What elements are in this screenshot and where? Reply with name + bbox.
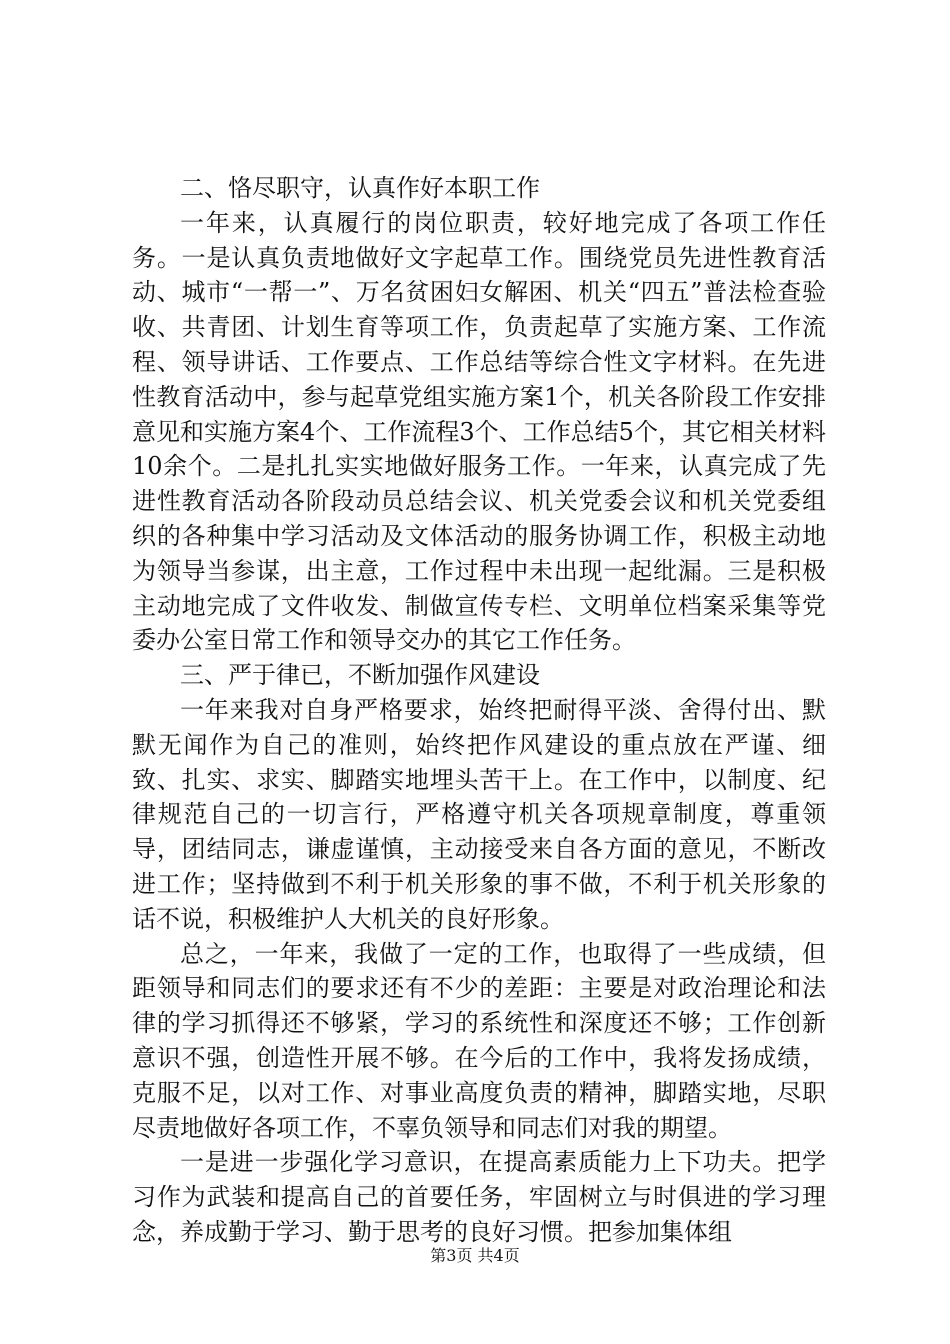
page-number-footer: 第3页 共4页 [430,1246,520,1265]
section-heading-2: 二、恪尽职守，认真作好本职工作 [180,174,540,202]
paragraph: 总之，一年来，我做了一定的工作，也取得了一些成绩，但距领导和同志们的要求还有不少的差距：主要是对政治理论和法律的学习抓得还不够紧，学习的系统性和深度还不够；工作创新意识不强，创造性开展不够。在今后的工作中，我将发扬成绩，克服不足，以对工作、对事业高度负责的精神，脚踏实地，尽职尽责地做好各项工作，不辜负领导和同志们对我的期望。 [132,939,826,1142]
section-heading-3: 三、严于律已，不断加强作风建设 [180,661,540,690]
paragraph: 一年来，认真履行的岗位职责，较好地完成了各项工作任务。一是认真负责地做好文字起草工作。围绕党员先进性教育活动、城市“一帮一”、万名贫困妇女解困、机关“四五”普法检查验收、共青团、计划生育等项工作，负责起草了实施方案、工作流程、领导讲话、工作要点、工作总结等综合性文字材料。在先进性教育活动中，参与起草党组实施方案1个，机关各阶段工作安排意见和实施方案4个、工作流程3个、工作总结5个，其它相关材料10余个。二是扎扎实实地做好服务工作。一年来，认真完成了先进性教育活动各阶段动员总结会议、机关党委会议和机关党委组织的各种集中学习活动及文体活动的服务协调工作，积极主动地为领导当参谋，出主意，工作过程中未出现一起纰漏。三是积极主动地完成了文件收发、制做宣传专栏、文明单位档案采集等党委办公室日常工作和领导交办的其它工作任务。 [132,208,826,655]
document-body [132,171,826,1250]
paragraph: 一是进一步强化学习意识，在提高素质能力上下功夫。把学习作为武装和提高自己的首要任务，牢固树立与时俱进的学习理念，养成勤于学习、勤于思考的良好习惯。把参加集体组 [132,1148,826,1246]
paragraph: 一年来我对自身严格要求，始终把耐得平淡、舍得付出、默默无闻作为自己的准则，始终把作风建设的重点放在严谨、细致、扎实、求实、脚踏实地埋头苦干上。在工作中，以制度、纪律规范自己的一切言行，严格遵守机关各项规章制度，尊重领导，团结同志，谦虚谨慎，主动接受来自各方面的意见，不断改进工作；坚持做到不利于机关形象的事不做，不利于机关形象的话不说，积极维护人大机关的良好形象。 [132,695,826,933]
